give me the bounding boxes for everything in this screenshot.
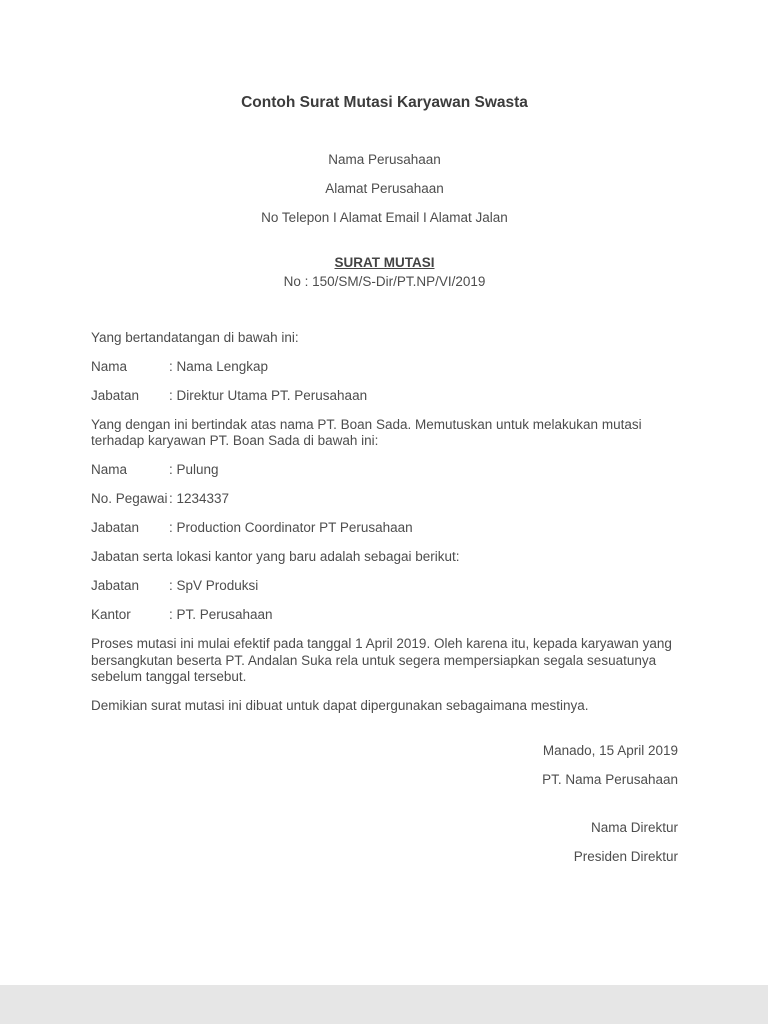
letterhead-company-name: Nama Perusahaan xyxy=(328,152,441,167)
field-value: : Direktur Utama PT. Perusahaan xyxy=(169,387,368,403)
signature-company: PT. Nama Perusahaan xyxy=(542,771,678,787)
employee-position-row xyxy=(91,520,678,537)
signature-signer-name: Nama Direktur xyxy=(590,820,678,835)
subject-number: No : 150/SM/S-Dir/PT.NP/VI/2019 xyxy=(283,273,486,289)
field-value: : Pulung xyxy=(169,462,219,477)
signer-name-row xyxy=(91,359,678,376)
field-value: : 1234337 xyxy=(169,491,230,506)
decision-paragraph: Yang dengan ini bertindak atas nama PT. Boan Sada. Memutuskan untuk melakukan mutasi terhadap karyawan PT. Boan Sada di bawah ini: xyxy=(91,416,642,448)
employee-name-row xyxy=(91,462,678,479)
field-label: Jabatan xyxy=(91,520,140,535)
closing-paragraph: Demikian surat mutasi ini dibuat untuk dapat dipergunakan sebagaimana mestinya. xyxy=(91,698,589,713)
employee-id-row xyxy=(91,491,678,508)
effective-paragraph: Proses mutasi ini mulai efektif pada tanggal 1 April 2019. Oleh karena itu, kepada karyawan yang bersangkutan beserta PT. Andalan Suka rela untuk segera mempersiapkan segala sesuatunya sebelum tanggal tersebut. xyxy=(91,636,672,684)
field-label: Jabatan xyxy=(91,387,140,403)
subject-heading: SURAT MUTASI xyxy=(334,254,435,270)
field-value: : Production Coordinator PT Perusahaan xyxy=(169,520,413,535)
field-label: Kantor xyxy=(91,607,131,622)
field-label: Jabatan xyxy=(91,578,140,593)
field-label: Nama xyxy=(91,358,128,374)
new-position-row xyxy=(91,578,678,595)
field-label: Nama xyxy=(91,462,128,477)
field-value: : SpV Produksi xyxy=(169,578,259,593)
signature-signer-title: Presiden Direktur xyxy=(573,849,678,864)
signature-name-group xyxy=(91,820,678,866)
new-office-row xyxy=(91,607,678,624)
subject-block xyxy=(91,253,678,291)
opening-line: Yang bertandatangan di bawah ini: xyxy=(91,329,299,345)
field-value: : PT. Perusahaan xyxy=(169,607,273,622)
new-position-intro: Jabatan serta lokasi kantor yang baru adalah sebagai berikut: xyxy=(91,549,460,564)
letterhead-company-address: Alamat Perusahaan xyxy=(325,181,444,196)
field-label: No. Pegawai xyxy=(91,491,168,506)
letterhead-company-contact: No Telepon I Alamat Email I Alamat Jalan xyxy=(261,210,508,225)
signer-position-row xyxy=(91,388,678,405)
document-title: Contoh Surat Mutasi Karyawan Swasta xyxy=(241,94,528,111)
letterhead xyxy=(91,152,678,227)
field-value: : Nama Lengkap xyxy=(169,358,269,374)
signature-block xyxy=(91,743,678,866)
signature-place-date: Manado, 15 April 2019 xyxy=(542,742,678,758)
page-background-strip xyxy=(0,985,768,1024)
